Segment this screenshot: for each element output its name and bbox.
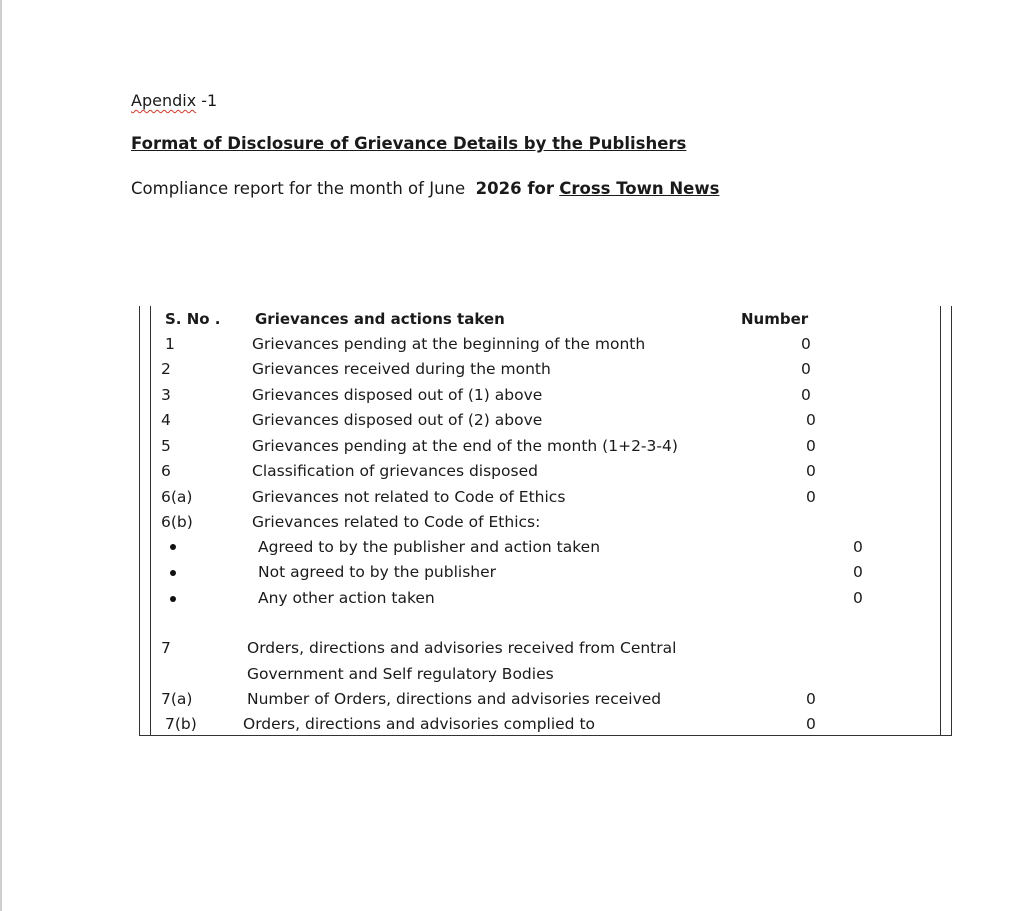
row-5-sno: 5 — [161, 437, 171, 455]
row-4-sno: 4 — [161, 411, 171, 429]
row-7a-sno: 7(a) — [161, 690, 193, 708]
row-6-text: Classification of grievances disposed — [252, 462, 538, 480]
appendix-word: Apendix — [131, 91, 197, 110]
row-1-number: 0 — [801, 335, 811, 353]
table-border-bottom — [139, 735, 952, 736]
row-7-sno: 7 — [161, 639, 171, 657]
bullet-icon — [170, 596, 176, 602]
row-1-sno: 1 — [165, 335, 175, 353]
row-7b-text: Orders, directions and advisories complied to — [243, 715, 596, 733]
row-7-text-line1: Orders, directions and advisories received from Central — [247, 639, 677, 657]
header-number: Number — [741, 310, 809, 328]
bullet-icon — [170, 570, 176, 576]
table-border-right — [940, 306, 941, 736]
row-6b-sno: 6(b) — [161, 513, 193, 531]
row-5-text: Grievances pending at the end of the month (1+2-3-4) — [252, 437, 678, 455]
compliance-year: 2026 for — [475, 179, 554, 198]
header-sno: S. No . — [165, 310, 221, 328]
format-title: Format of Disclosure of Grievance Details by the Publishers — [131, 134, 687, 153]
row-4-text: Grievances disposed out of (2) above — [252, 411, 543, 429]
row-6a-sno: 6(a) — [161, 488, 193, 506]
row-4-number: 0 — [806, 411, 816, 429]
appendix-suffix: -1 — [196, 91, 218, 110]
bullet-icon — [170, 544, 176, 550]
row-7a-text: Number of Orders, directions and advisories received — [247, 690, 662, 708]
compliance-prefix: Compliance report for the month of June — [131, 179, 466, 198]
row-5-number: 0 — [806, 437, 816, 455]
table-border-left-inner — [150, 306, 151, 736]
bullet-3-text: Any other action taken — [258, 589, 435, 607]
row-6b-text: Grievances related to Code of Ethics: — [252, 513, 541, 531]
row-2-sno: 2 — [161, 360, 171, 378]
appendix-heading — [131, 91, 217, 111]
compliance-line — [131, 179, 719, 199]
bullet-1-number: 0 — [853, 538, 863, 556]
row-7b-number: 0 — [806, 715, 816, 733]
table-border-right-outer — [951, 306, 952, 736]
bullet-2-number: 0 — [853, 563, 863, 581]
header-grievances: Grievances and actions taken — [255, 310, 505, 328]
row-6-number: 0 — [806, 462, 816, 480]
row-3-number: 0 — [801, 386, 811, 404]
row-1-text: Grievances pending at the beginning of the month — [252, 335, 646, 353]
page-edge — [0, 0, 2, 911]
row-6a-number: 0 — [806, 488, 816, 506]
bullet-1-text: Agreed to by the publisher and action taken — [258, 538, 601, 556]
row-3-text: Grievances disposed out of (1) above — [252, 386, 543, 404]
row-6a-text: Grievances not related to Code of Ethics — [252, 488, 566, 506]
bullet-3-number: 0 — [853, 589, 863, 607]
row-2-number: 0 — [801, 360, 811, 378]
table-border-left — [139, 306, 140, 736]
row-7a-number: 0 — [806, 690, 816, 708]
row-7b-sno: 7(b) — [165, 715, 197, 733]
row-3-sno: 3 — [161, 386, 171, 404]
publisher-name: Cross Town News — [559, 179, 720, 198]
row-6-sno: 6 — [161, 462, 171, 480]
row-2-text: Grievances received during the month — [252, 360, 551, 378]
bullet-2-text: Not agreed to by the publisher — [258, 563, 497, 581]
row-7-text-line2: Government and Self regulatory Bodies — [247, 665, 554, 683]
